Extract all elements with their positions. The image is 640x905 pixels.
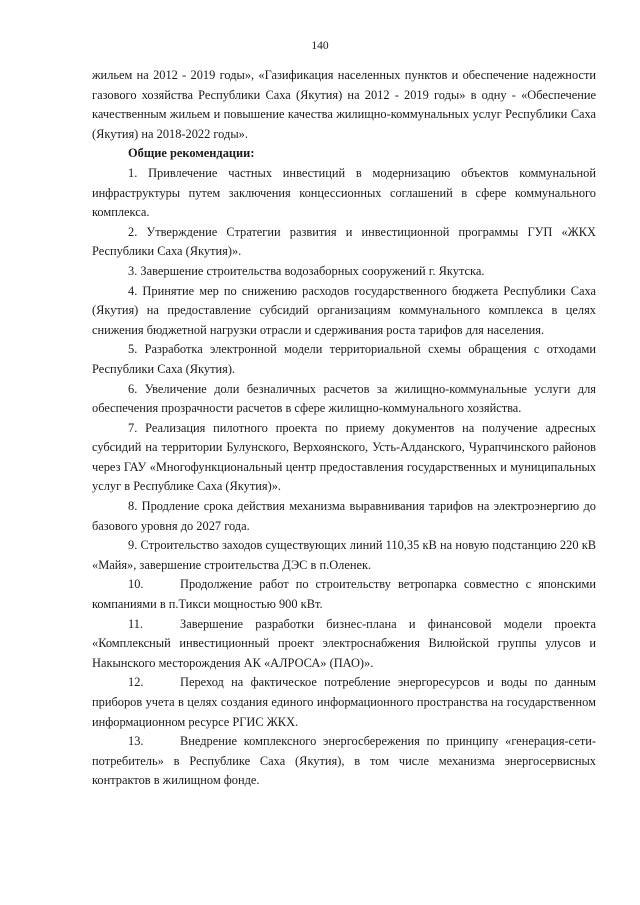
list-item-12 [92, 673, 596, 732]
item-number: 13. [128, 734, 144, 749]
item-number: 12. [128, 675, 144, 690]
list-item-13 [92, 732, 596, 791]
item-number: 10. [128, 577, 144, 592]
list-item-9: 9. Строительство заходов существующих линий 110,35 кВ на новую подстанцию 220 кВ «Майя», завершение строительства ДЭС в п.Оленек. [92, 538, 596, 572]
list-item-5: 5. Разработка электронной модели территориальной схемы обращения с отходами Республики Саха (Якутия). [92, 342, 596, 376]
document-body [92, 66, 596, 791]
item-text: Продолжение работ по строительству ветропарка совместно с японскими компаниями в п.Тикси мощностью 900 кВт. [92, 577, 596, 612]
list-item-2: 2. Утверждение Стратегии развития и инвестиционной программы ГУП «ЖКХ Республики Саха (Якутия)». [92, 224, 596, 259]
list-item-10 [92, 575, 596, 614]
section-heading: Общие рекомендации: [128, 146, 255, 161]
list-item-11 [92, 615, 596, 674]
list-item-6: 6. Увеличение доли безналичных расчетов за жилищно-коммунальные услуги для обеспечения прозрачности расчетов в сфере жилищно-коммунального хозяйства. [92, 381, 596, 416]
page-number: 140 [311, 40, 329, 52]
item-text: Переход на фактическое потребление энергоресурсов и воды по данным приборов учета в целях создания единого информационного пространства на государственном информационном ресурсе РГИС ЖКХ. [92, 675, 596, 729]
list-item-1: 1. Привлечение частных инвестиций в модернизацию объектов коммунальной инфраструктуры путем заключения концессионных соглашений в сфере коммунального комплекса. [92, 165, 596, 220]
list-item-8: 8. Продление срока действия механизма выравнивания тарифов на электроэнергию до базового уровня до 2027 года. [92, 499, 596, 533]
item-number: 11. [128, 616, 144, 631]
item-text: Завершение разработки бизнес-плана и финансовой модели проекта «Комплексный инвестиционный проект электроснабжения Вилюйской группы улусов и Накынского месторождения АК «АЛРОСА» (ПАО)». [92, 616, 596, 670]
intro-paragraph: жильем на 2012 - 2019 годы», «Газификация населенных пунктов и обеспечение надежности газового хозяйства Республики Саха (Якутия) на 2012 - 2019 годы» в одну - «Обеспечение качественным жильем и повышение качества жилищно-коммунальных услуг Республики Саха (Якутия) на 2018-2022 годы». [92, 68, 596, 141]
item-text: Внедрение комплексного энергосбережения по принципу «генерация-сети-потребитель» в Республике Саха (Якутия), в том числе механизма энергосервисных контрактов в жилищном фонде. [92, 734, 596, 788]
list-item-3: 3. Завершение строительства водозаборных сооружений г. Якутска. [128, 263, 485, 278]
list-item-7: 7. Реализация пилотного проекта по приему документов на получение адресных субсидий на территории Булунского, Верхоянского, Усть-Алданского, Чурапчинского районов через ГАУ «Многофункциональный центр предоставления государственных и муниципальных услуг в Республике Саха (Якутия)». [92, 420, 596, 494]
list-item-4: 4. Принятие мер по снижению расходов государственного бюджета Республики Саха (Якутия) на предоставление субсидий организациям коммунального комплекса в целях снижения бюджетной нагрузки отрасли и сдерживания роста тарифов для населения. [92, 283, 596, 337]
